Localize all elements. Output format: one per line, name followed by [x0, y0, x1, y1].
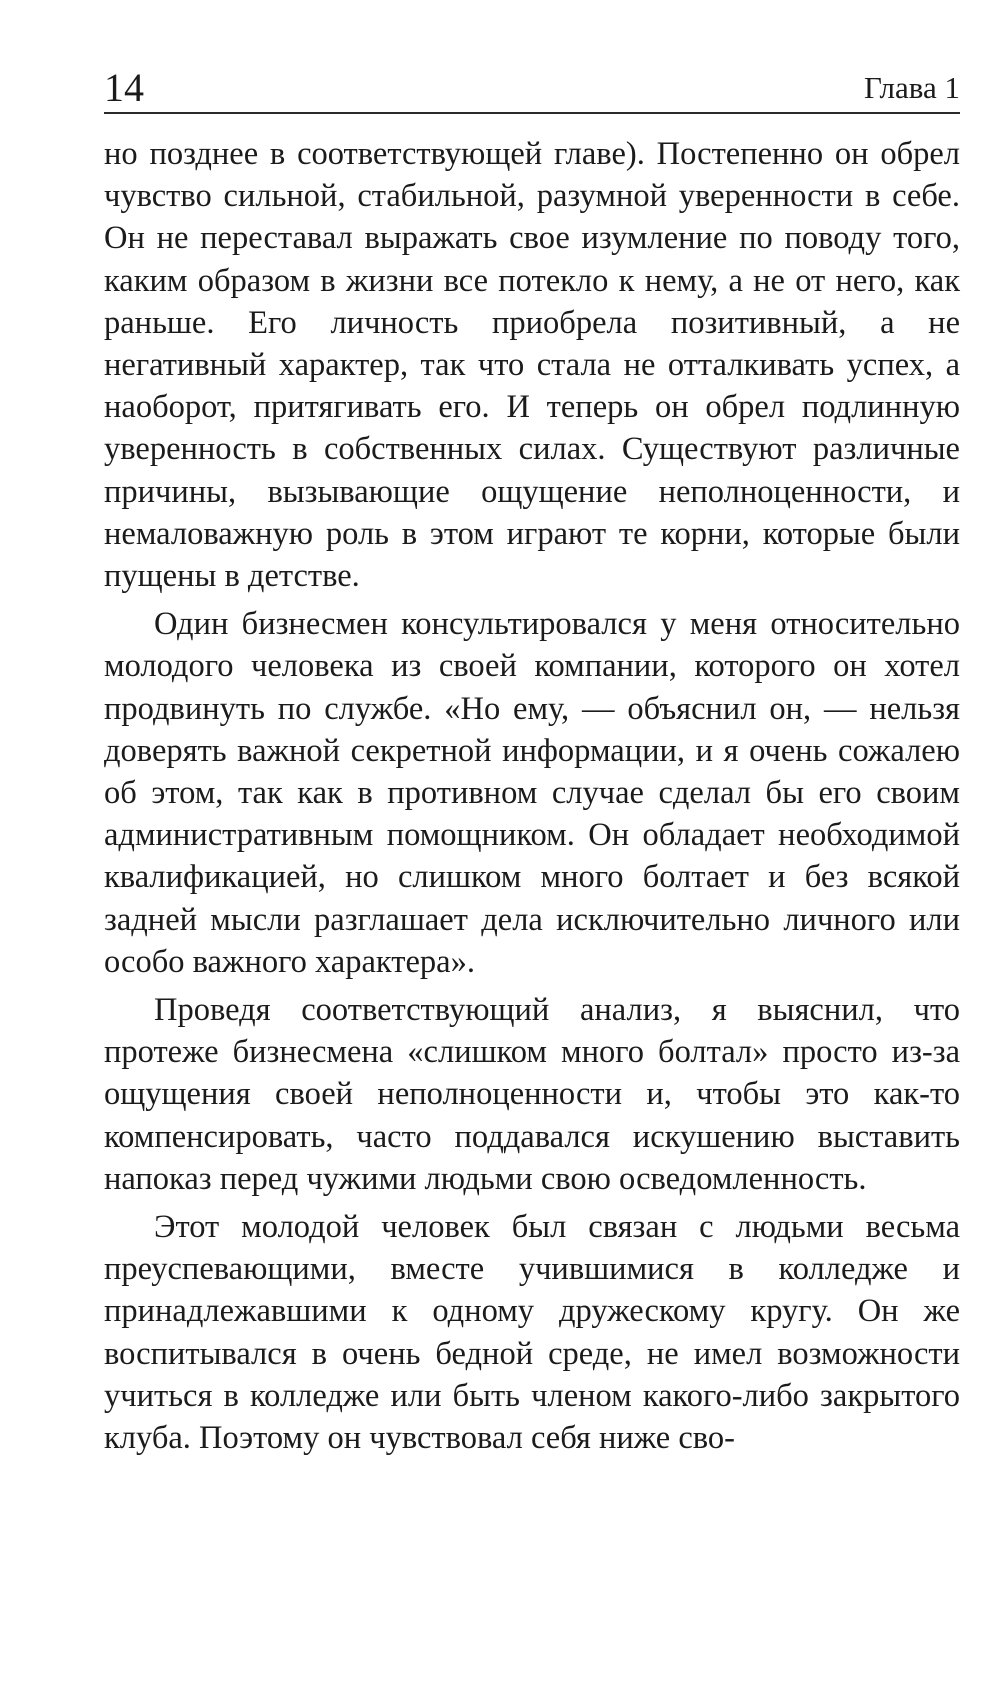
paragraph: Проведя соответствующий анализ, я выяснил, что протеже бизнесмена «слишком много болтал» просто из-за ощущения своей неполноценности и, чтобы это как-то компенсировать, часто поддавался искушению выставить напоказ перед чужими людьми свою осведомленность. — [104, 992, 960, 1197]
paragraph: но позднее в соответствующей главе). Постепенно он обрел чувство сильной, стабильной, разумной уверенности в себе. Он не переставал выражать свое изумление по поводу того, каким образом в жизни все потекло к нему, а не от него, как раньше. Его личность приобрела позитивный, а не негативный характер, так что стала не отталкивать успех, а наоборот, притягивать его. И теперь он обрел подлинную уверенность в собственных силах. Существуют различные причины, вызывающие ощущение неполноценности, и немаловажную роль в этом играют те корни, которые были пущены в детстве. — [104, 136, 960, 595]
page-number: 14 — [104, 65, 144, 110]
paragraph: Один бизнесмен консультировался у меня относительно молодого человека из своей компании, которого он хотел продвинуть по службе. «Но ему, — объяснил он, — нельзя доверять важной секретной информации, и я очень сожалею об этом, так как в противном случае сделал бы его своим административным помощником. Он обладает необходимой квалификацией, но слишком много болтает и без всякой задней мысли разглашает дела исключительно личного или особо важного характера». — [104, 606, 960, 980]
running-head-chapter: Глава 1 — [863, 70, 960, 105]
page-header — [104, 64, 960, 114]
body-text — [104, 133, 960, 1459]
paragraph: Этот молодой человек был связан с людьми весьма преуспевающими, вместе учившимися в колледже и принадлежавшими к одному дружескому кругу. Он же воспитывался в очень бедной среде, не имел возможности учиться в колледже или быть членом какого-либо закрытого клуба. Поэтому он чувствовал себя ниже сво- — [104, 1209, 960, 1457]
